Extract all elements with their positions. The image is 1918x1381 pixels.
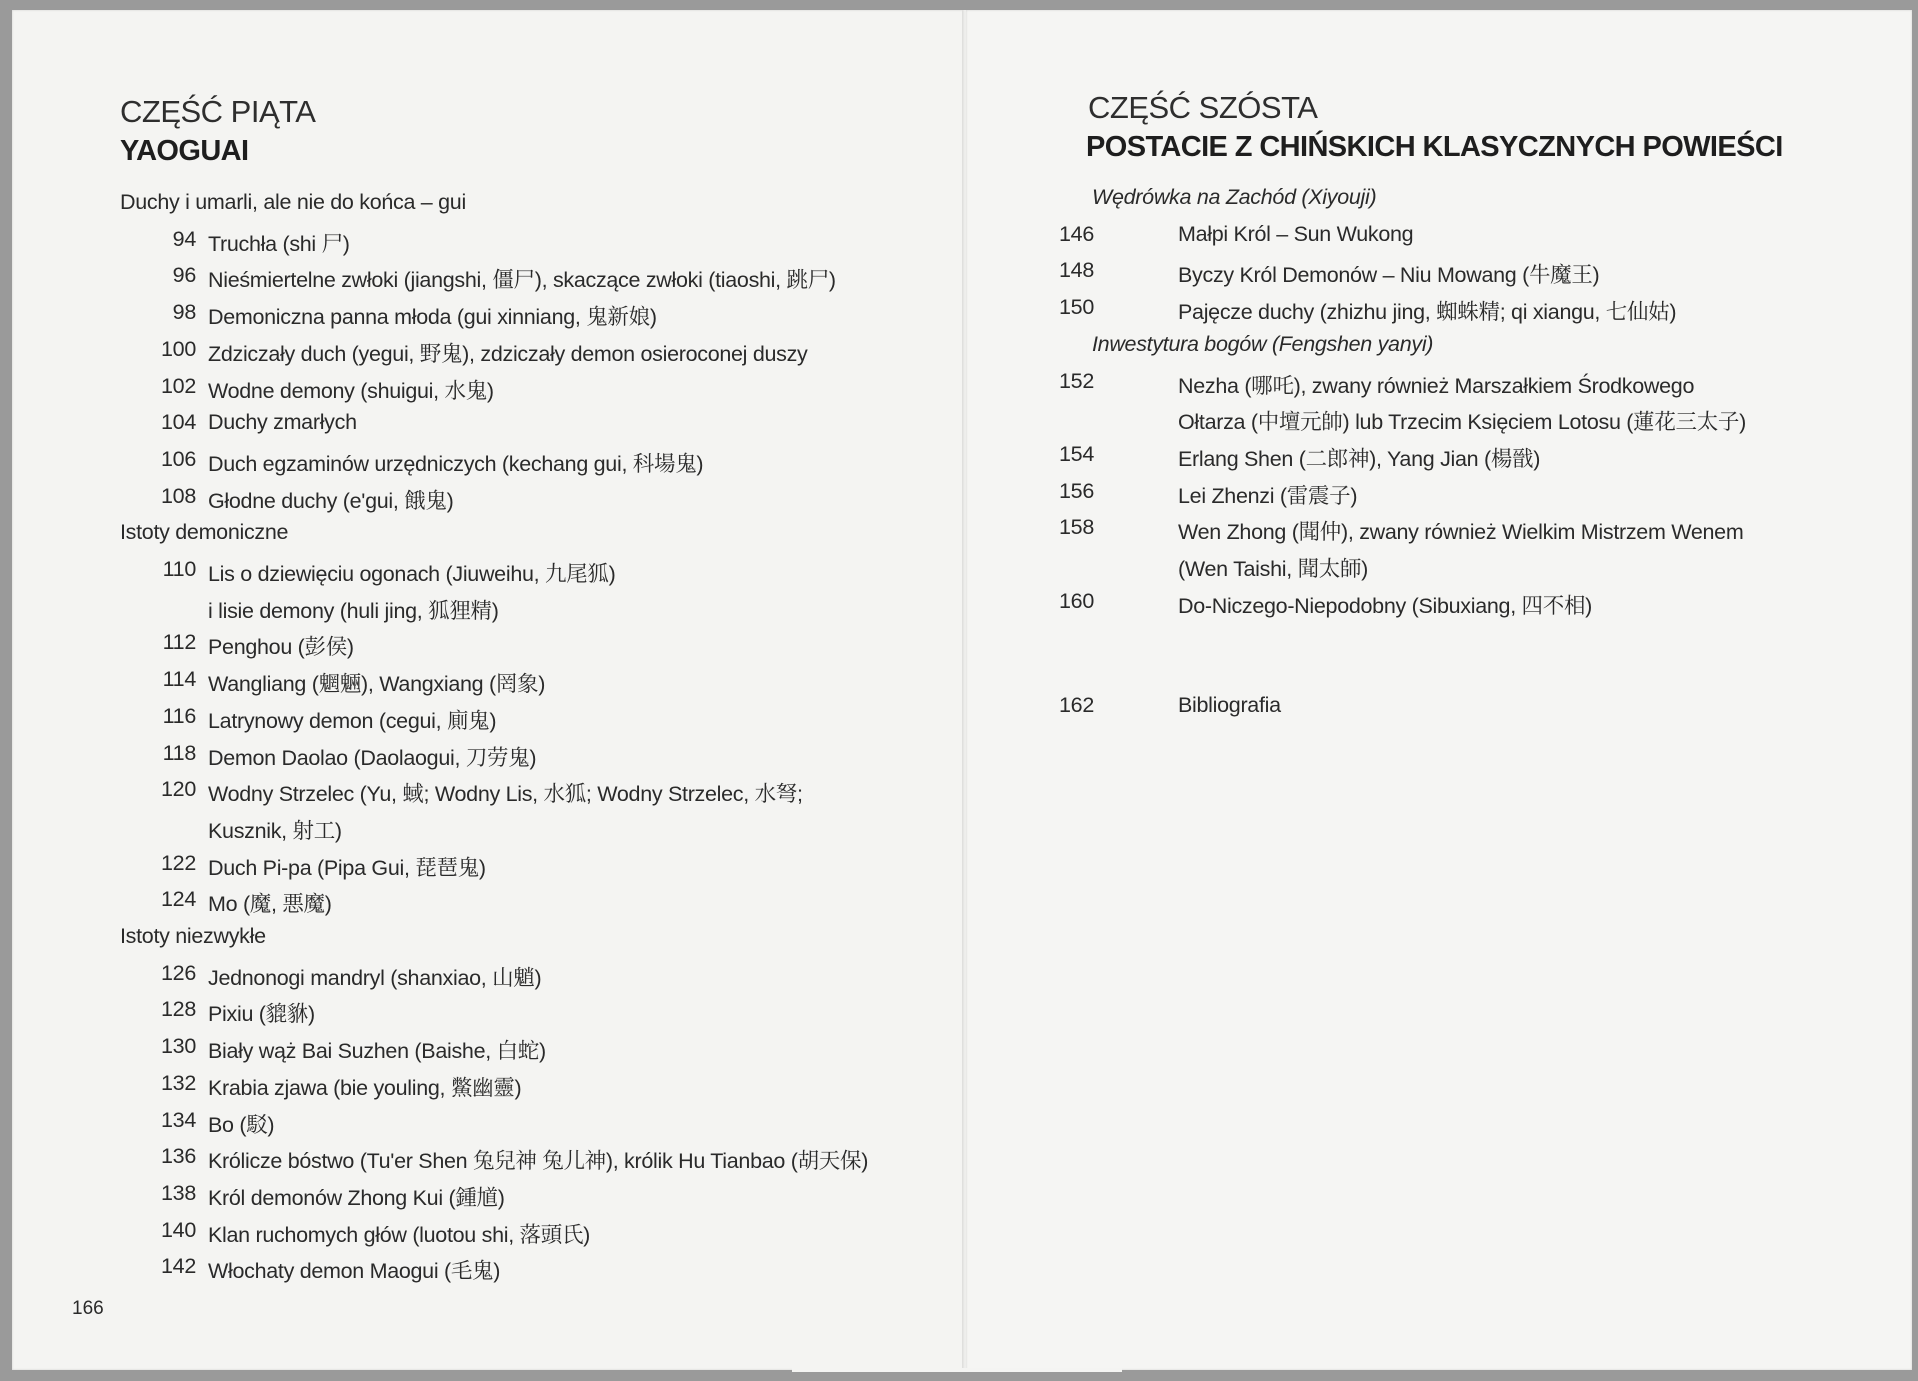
toc-page-number: 128 [161, 997, 196, 1022]
toc-entry-title: Krabia zjawa (bie youling, 鱉幽靈) [208, 1075, 522, 1100]
toc-page-number: 130 [161, 1034, 196, 1059]
toc-page-number: 154 [1059, 441, 1094, 466]
left-page [12, 10, 964, 1370]
toc-page-number: 146 [1059, 221, 1094, 246]
right-page [966, 10, 1912, 1370]
toc-entry-title: Truchła (shi 尸) [208, 231, 350, 256]
toc-section-heading: Istoty niezwykłe [120, 924, 266, 948]
toc-page-number: 150 [1059, 295, 1094, 320]
toc-page-number: 158 [1059, 515, 1094, 540]
toc-page-number: 96 [172, 263, 196, 288]
part-title: YAOGUAI [120, 135, 249, 167]
toc-section-heading: Istoty demoniczne [120, 520, 289, 545]
toc-entry-title: Małpi Król – Sun Wukong [1178, 221, 1414, 246]
toc-entry-title: Biały wąż Bai Suzhen (Baishe, 白蛇) [208, 1039, 546, 1064]
toc-entry-title: Głodne duchy (e'gui, 餓鬼) [208, 488, 454, 513]
toc-entry-title: Król demonów Zhong Kui (鍾馗) [208, 1185, 505, 1210]
toc-entry-title: (Wen Taishi, 聞太師) [1178, 557, 1369, 581]
toc-page-number: 140 [161, 1217, 196, 1242]
toc-entry-title: Penghou (彭侯) [208, 635, 354, 660]
toc-entry-title: Klan ruchomych głów (luotou shi, 落頭氏) [208, 1222, 591, 1247]
toc-entry-title: Mo (魔, 悪魔) [208, 892, 332, 917]
toc-entry-title: Jednonogi mandryl (shanxiao, 山魈) [208, 965, 542, 990]
toc-entry-title: Ołtarza (中壇元帥) lub Trzecim Księciem Lotosu (蓮花三太子) [1178, 410, 1746, 435]
toc-section-heading: Inwestytura bogów (Fengshen yanyi) [1092, 331, 1434, 356]
toc-entry-title: Nezha (哪吒), zwany również Marszałkiem Środkowego [1178, 373, 1695, 398]
toc-entry-title: Erlang Shen (二郎神), Yang Jian (楊戩) [1178, 446, 1541, 471]
toc-entry-title: Duch Pi-pa (Pipa Gui, 琵琶鬼) [208, 855, 486, 880]
toc-entry-title: Zdziczały duch (yegui, 野鬼), zdziczały demon osieroconej duszy [208, 341, 808, 366]
toc-entry-title: Pixiu (貔貅) [208, 1002, 315, 1027]
toc-page-number: 138 [161, 1180, 196, 1205]
toc-entry-title: Włochaty demon Maogui (毛鬼) [208, 1259, 501, 1284]
toc-entry-title: Wangliang (魍魎), Wangxiang (罔象) [208, 672, 546, 697]
toc-page-number: 162 [1059, 693, 1094, 717]
toc-entry-title: Bibliografia [1178, 693, 1281, 717]
toc-page-number: 134 [161, 1107, 196, 1132]
toc-page-number: 122 [161, 850, 196, 875]
toc-page-number: 132 [161, 1070, 196, 1095]
toc-page-number: 104 [161, 410, 196, 435]
toc-entry-title: Duch egzaminów urzędniczych (kechang gui, 科場鬼) [208, 451, 704, 476]
toc-page-number: 156 [1059, 478, 1094, 503]
toc-page-number: 116 [162, 703, 196, 728]
toc-entry-title: Duchy zmarłych [208, 410, 357, 435]
toc-entry-title: i lisie demony (huli jing, 狐狸精) [208, 598, 499, 623]
toc-entry-title: Nieśmiertelne zwłoki (jiangshi, 僵尸), skaczące zwłoki (tiaoshi, 跳尸) [208, 268, 836, 293]
book-spread [12, 10, 1912, 1370]
toc-page-number: 110 [162, 557, 196, 581]
part-label: CZĘŚĆ SZÓSTA [1088, 90, 1318, 125]
toc-page-number: 112 [162, 630, 196, 655]
toc-entry-title: Demoniczna panna młoda (gui xinniang, 鬼新娘) [208, 305, 657, 330]
toc-entry-title: Latrynowy demon (cegui, 廁鬼) [208, 708, 497, 733]
toc-page-number: 152 [1059, 368, 1094, 393]
toc-page-number: 114 [162, 667, 196, 692]
toc-entry-title: Lis o dziewięciu ogonach (Jiuweihu, 九尾狐) [208, 562, 616, 586]
toc-page-number: 98 [172, 300, 196, 325]
page-number: 166 [72, 1298, 104, 1319]
toc-page-number: 148 [1059, 258, 1094, 283]
toc-page-number: 94 [172, 226, 196, 251]
toc-page-number: 120 [161, 777, 196, 802]
part-label: CZĘŚĆ PIĄTA [120, 94, 316, 129]
toc-page-number: 126 [161, 960, 196, 985]
toc-page-number: 106 [161, 446, 196, 471]
toc-entry-title: Wodne demony (shuigui, 水鬼) [208, 378, 494, 403]
toc-page-number: 124 [161, 887, 196, 912]
toc-entry-title: Królicze bóstwo (Tu'er Shen 兔兒神 兔儿神), królik Hu Tianbao (胡天保) [208, 1149, 869, 1174]
toc-page-number: 100 [161, 336, 196, 361]
page-edge [792, 1368, 1122, 1372]
toc-page-number: 118 [162, 740, 196, 765]
toc-page-number: 136 [161, 1144, 196, 1169]
toc-page-number: 102 [161, 373, 196, 398]
toc-entry-title: Wodny Strzelec (Yu, 蜮; Wodny Lis, 水狐; Wodny Strzelec, 水弩; [208, 782, 803, 807]
toc-section-heading: Wędrówka na Zachód (Xiyouji) [1092, 185, 1377, 209]
toc-entry-title: Demon Daolao (Daolaogui, 刀劳鬼) [208, 745, 537, 770]
toc-entry-title: Kusznik, 射工) [208, 818, 342, 843]
toc-entry-title: Pajęcze duchy (zhizhu jing, 蜘蛛精; qi xiangu, 七仙姑) [1178, 300, 1677, 325]
toc-entry-title: Do-Niczego-Niepodobny (Sibuxiang, 四不相) [1178, 593, 1593, 618]
toc-page-number: 160 [1059, 588, 1094, 613]
toc-page-number: 108 [161, 483, 196, 508]
toc-entry-title: Lei Zhenzi (雷震子) [1178, 483, 1358, 508]
toc-entry-title: Wen Zhong (聞仲), zwany również Wielkim Mistrzem Wenem [1178, 520, 1744, 545]
toc-entry-title: Byczy Król Demonów – Niu Mowang (牛魔王) [1178, 263, 1600, 288]
toc-page-number: 142 [161, 1254, 196, 1279]
toc-entry-title: Bo (駁) [208, 1112, 275, 1137]
toc-section-heading: Duchy i umarli, ale nie do końca – gui [120, 190, 466, 214]
part-title: POSTACIE Z CHIŃSKICH KLASYCZNYCH POWIEŚCI [1086, 131, 1783, 163]
